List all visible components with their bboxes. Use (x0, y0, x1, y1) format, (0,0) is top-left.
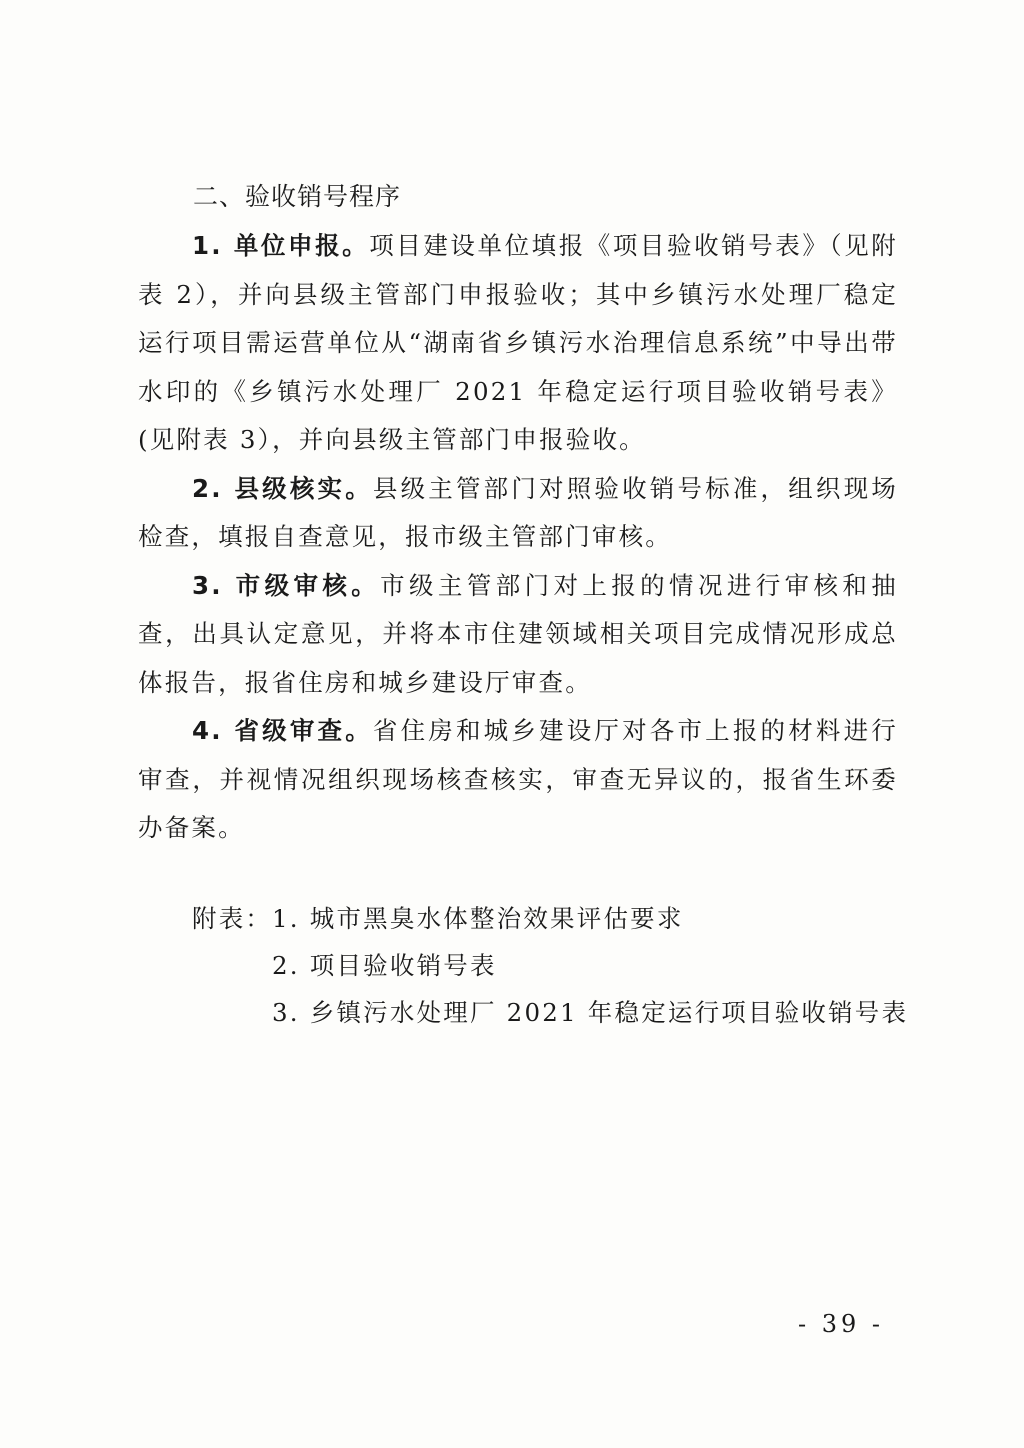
step-text: 市级主管部门对上报的情况进行审核和抽查，出具认定意见，并将本市住建领域相关项目完成情况形成总体报告，报省住房和城乡建设厅审查。 (138, 570, 898, 697)
attachment-item-text: 2. 项目验收销号表 (272, 951, 497, 980)
step-title: 4. 省级审查。 (192, 716, 373, 745)
step-title: 1. 单位申报。 (192, 231, 370, 260)
step-title: 2. 县级核实。 (192, 473, 373, 503)
step-text: 县级主管部门对照验收销号标准，组织现场检查，填报自查意见，报市级主管部门审核。 (138, 473, 898, 551)
step-paragraph-2 (138, 465, 898, 562)
step-text: 省住房和城乡建设厅对各市上报的材料进行审查，并视情况组织现场核查核实，审查无异议的，报省生环委办备案。 (138, 716, 898, 842)
page-number: - 39 - (798, 1310, 885, 1338)
section-heading: 二、验收销号程序 (193, 182, 402, 211)
attachment-item (192, 895, 908, 942)
attachment-item (192, 942, 908, 989)
attachment-item (192, 989, 908, 1036)
attachment-item-text: 3. 乡镇污水处理厂 2021 年稳定运行项目验收销号表 (272, 998, 909, 1027)
attachment-item-text: 1. 城市黑臭水体整治效果评估要求 (272, 904, 684, 933)
step-paragraph-4 (138, 707, 898, 853)
step-paragraph-3 (138, 562, 898, 708)
step-text: 项目建设单位填报《项目验收销号表》（见附表 2），并向县级主管部门申报验收；其中乡镇污水处理厂稳定运行项目需运营单位从“湖南省乡镇污水治理信息系统”中导出带水印的《乡镇污水处理厂 2021 年稳定运行项目验收销号表》(见附表 3），并向县级主管部门申报验收。 (138, 231, 899, 454)
attachment-list (192, 895, 908, 1036)
step-title: 3. 市级审核。 (192, 570, 381, 600)
main-content (138, 172, 898, 853)
step-paragraph-1 (138, 222, 898, 465)
attachment-label: 附表： (192, 904, 273, 933)
